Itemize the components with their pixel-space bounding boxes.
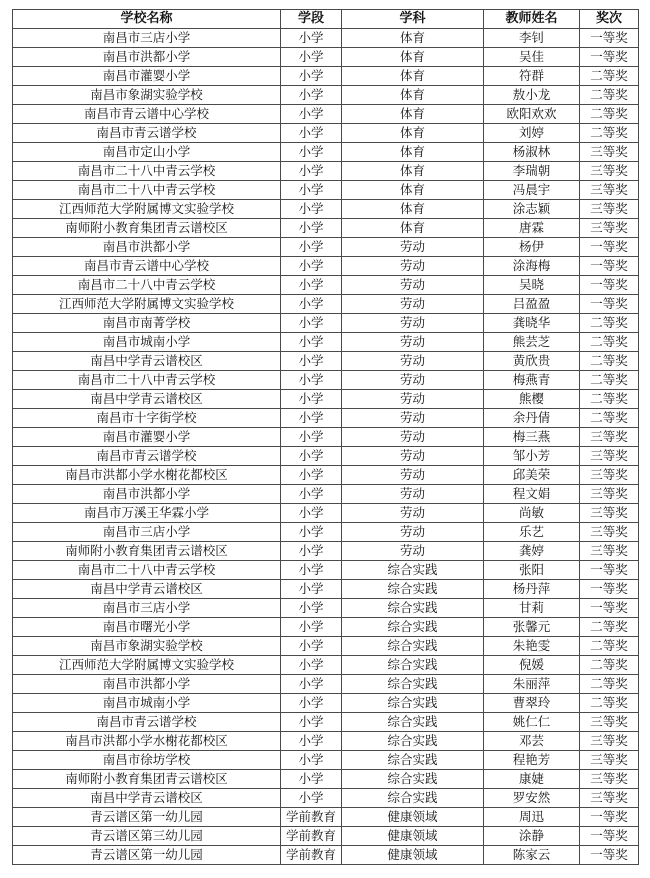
school-name-cell: 南昌市洪都小学水榭花都校区	[13, 732, 281, 751]
teacher-name-cell: 李钊	[484, 29, 580, 48]
teacher-name-cell: 冯晨宇	[484, 181, 580, 200]
school-level-cell: 小学	[281, 314, 342, 333]
subject-cell: 劳动	[342, 485, 484, 504]
award-level-cell: 三等奖	[580, 713, 639, 732]
school-level-cell: 小学	[281, 770, 342, 789]
school-name-cell: 南昌市十字街学校	[13, 409, 281, 428]
subject-cell: 综合实践	[342, 789, 484, 808]
school-name-cell: 南昌中学青云谱校区	[13, 352, 281, 371]
award-level-cell: 二等奖	[580, 618, 639, 637]
subject-cell: 劳动	[342, 409, 484, 428]
subject-cell: 综合实践	[342, 561, 484, 580]
award-level-cell: 一等奖	[580, 808, 639, 827]
subject-cell: 体育	[342, 162, 484, 181]
school-name-cell: 南昌市洪都小学	[13, 48, 281, 67]
subject-cell: 健康领域	[342, 846, 484, 865]
subject-cell: 综合实践	[342, 637, 484, 656]
subject-cell: 综合实践	[342, 599, 484, 618]
table-row	[13, 599, 639, 618]
teacher-name-cell: 邱美荣	[484, 466, 580, 485]
award-level-cell: 二等奖	[580, 333, 639, 352]
teacher-name-cell: 杨淑林	[484, 143, 580, 162]
subject-cell: 综合实践	[342, 618, 484, 637]
school-level-cell: 小学	[281, 105, 342, 124]
teacher-name-cell: 康婕	[484, 770, 580, 789]
school-level-cell: 小学	[281, 751, 342, 770]
table-row	[13, 561, 639, 580]
teacher-name-cell: 龚晓华	[484, 314, 580, 333]
school-name-cell: 南师附小教育集团青云谱校区	[13, 770, 281, 789]
table-row	[13, 105, 639, 124]
award-level-cell: 三等奖	[580, 219, 639, 238]
school-name-cell: 南昌市洪都小学	[13, 238, 281, 257]
teacher-name-cell: 涂静	[484, 827, 580, 846]
teacher-name-cell: 涂志颖	[484, 200, 580, 219]
school-name-cell: 青云谱区第一幼儿园	[13, 846, 281, 865]
subject-cell: 体育	[342, 181, 484, 200]
school-level-cell: 小学	[281, 409, 342, 428]
subject-cell: 体育	[342, 29, 484, 48]
school-name-cell: 南昌市象湖实验学校	[13, 637, 281, 656]
table-row	[13, 694, 639, 713]
subject-cell: 综合实践	[342, 656, 484, 675]
table-row	[13, 181, 639, 200]
subject-cell: 劳动	[342, 276, 484, 295]
school-name-cell: 南昌市二十八中青云学校	[13, 162, 281, 181]
school-level-cell: 小学	[281, 580, 342, 599]
table-row	[13, 219, 639, 238]
teacher-name-cell: 梅三燕	[484, 428, 580, 447]
teacher-name-cell: 周迅	[484, 808, 580, 827]
table-row	[13, 542, 639, 561]
header-award-level: 奖次	[580, 10, 639, 29]
table-row	[13, 656, 639, 675]
subject-cell: 劳动	[342, 390, 484, 409]
table-row	[13, 618, 639, 637]
table-row	[13, 808, 639, 827]
table-row	[13, 29, 639, 48]
subject-cell: 体育	[342, 200, 484, 219]
table-row	[13, 371, 639, 390]
teacher-name-cell: 龚婷	[484, 542, 580, 561]
school-name-cell: 南昌市青云谱学校	[13, 447, 281, 466]
subject-cell: 综合实践	[342, 770, 484, 789]
table-row	[13, 580, 639, 599]
teacher-name-cell: 梅燕青	[484, 371, 580, 390]
table-row	[13, 276, 639, 295]
subject-cell: 劳动	[342, 295, 484, 314]
school-level-cell: 小学	[281, 181, 342, 200]
table-row	[13, 827, 639, 846]
table-row	[13, 637, 639, 656]
award-level-cell: 三等奖	[580, 428, 639, 447]
award-level-cell: 三等奖	[580, 751, 639, 770]
subject-cell: 体育	[342, 124, 484, 143]
school-name-cell: 南昌市三店小学	[13, 599, 281, 618]
subject-cell: 综合实践	[342, 675, 484, 694]
subject-cell: 体育	[342, 67, 484, 86]
teacher-name-cell: 邹小芳	[484, 447, 580, 466]
header-school-name: 学校名称	[13, 10, 281, 29]
table-row	[13, 466, 639, 485]
school-level-cell: 小学	[281, 618, 342, 637]
award-level-cell: 三等奖	[580, 523, 639, 542]
subject-cell: 劳动	[342, 333, 484, 352]
school-level-cell: 小学	[281, 162, 342, 181]
school-name-cell: 南昌市城南小学	[13, 694, 281, 713]
school-name-cell: 南昌市灌婴小学	[13, 67, 281, 86]
school-name-cell: 南昌市洪都小学	[13, 485, 281, 504]
award-level-cell: 一等奖	[580, 561, 639, 580]
award-level-cell: 二等奖	[580, 409, 639, 428]
award-level-cell: 一等奖	[580, 295, 639, 314]
teacher-name-cell: 吴晓	[484, 276, 580, 295]
subject-cell: 劳动	[342, 352, 484, 371]
award-level-cell: 二等奖	[580, 105, 639, 124]
school-name-cell: 南师附小教育集团青云谱校区	[13, 219, 281, 238]
award-level-cell: 三等奖	[580, 447, 639, 466]
subject-cell: 劳动	[342, 314, 484, 333]
school-level-cell: 小学	[281, 789, 342, 808]
award-level-cell: 二等奖	[580, 124, 639, 143]
school-name-cell: 青云谱区第三幼儿园	[13, 827, 281, 846]
teacher-name-cell: 欧阳欢欢	[484, 105, 580, 124]
teacher-name-cell: 倪媛	[484, 656, 580, 675]
subject-cell: 健康领域	[342, 808, 484, 827]
award-level-cell: 二等奖	[580, 390, 639, 409]
award-level-cell: 三等奖	[580, 732, 639, 751]
school-name-cell: 南昌市二十八中青云学校	[13, 181, 281, 200]
school-name-cell: 南昌市二十八中青云学校	[13, 561, 281, 580]
table-row	[13, 333, 639, 352]
school-name-cell: 南昌市象湖实验学校	[13, 86, 281, 105]
award-level-cell: 三等奖	[580, 542, 639, 561]
school-level-cell: 小学	[281, 124, 342, 143]
table-header-row	[13, 10, 639, 29]
school-name-cell: 南昌市灌婴小学	[13, 428, 281, 447]
teacher-name-cell: 张阳	[484, 561, 580, 580]
award-level-cell: 二等奖	[580, 314, 639, 333]
subject-cell: 劳动	[342, 447, 484, 466]
award-level-cell: 二等奖	[580, 67, 639, 86]
teacher-name-cell: 张馨元	[484, 618, 580, 637]
school-level-cell: 小学	[281, 675, 342, 694]
school-level-cell: 小学	[281, 523, 342, 542]
subject-cell: 综合实践	[342, 713, 484, 732]
subject-cell: 体育	[342, 143, 484, 162]
school-level-cell: 小学	[281, 48, 342, 67]
teacher-name-cell: 程艳芳	[484, 751, 580, 770]
subject-cell: 体育	[342, 219, 484, 238]
subject-cell: 劳动	[342, 523, 484, 542]
table-row	[13, 86, 639, 105]
subject-cell: 综合实践	[342, 580, 484, 599]
subject-cell: 劳动	[342, 238, 484, 257]
school-level-cell: 小学	[281, 561, 342, 580]
school-name-cell: 南昌市二十八中青云学校	[13, 371, 281, 390]
table-row	[13, 48, 639, 67]
award-level-cell: 三等奖	[580, 466, 639, 485]
table-row	[13, 675, 639, 694]
teacher-name-cell: 程文娟	[484, 485, 580, 504]
school-name-cell: 南昌市洪都小学	[13, 675, 281, 694]
school-level-cell: 学前教育	[281, 846, 342, 865]
school-level-cell: 小学	[281, 599, 342, 618]
school-level-cell: 小学	[281, 238, 342, 257]
table-row	[13, 67, 639, 86]
award-level-cell: 二等奖	[580, 675, 639, 694]
award-level-cell: 一等奖	[580, 257, 639, 276]
table-row	[13, 295, 639, 314]
table-row	[13, 143, 639, 162]
award-level-cell: 三等奖	[580, 181, 639, 200]
teacher-name-cell: 吴佳	[484, 48, 580, 67]
table-row	[13, 751, 639, 770]
school-name-cell: 青云谱区第一幼儿园	[13, 808, 281, 827]
header-teacher-name: 教师姓名	[484, 10, 580, 29]
teacher-name-cell: 敖小龙	[484, 86, 580, 105]
school-level-cell: 小学	[281, 656, 342, 675]
award-level-cell: 二等奖	[580, 694, 639, 713]
award-level-cell: 三等奖	[580, 789, 639, 808]
teacher-name-cell: 熊芸芝	[484, 333, 580, 352]
table-row	[13, 485, 639, 504]
teacher-name-cell: 熊樱	[484, 390, 580, 409]
award-level-cell: 二等奖	[580, 656, 639, 675]
school-level-cell: 小学	[281, 694, 342, 713]
school-name-cell: 南昌市青云谱中心学校	[13, 257, 281, 276]
teacher-name-cell: 符群	[484, 67, 580, 86]
school-level-cell: 小学	[281, 67, 342, 86]
school-name-cell: 南昌市三店小学	[13, 523, 281, 542]
teacher-name-cell: 刘婷	[484, 124, 580, 143]
table-body	[13, 29, 639, 865]
award-level-cell: 三等奖	[580, 200, 639, 219]
school-name-cell: 南昌市青云谱中心学校	[13, 105, 281, 124]
award-level-cell: 三等奖	[580, 504, 639, 523]
teacher-name-cell: 尚敏	[484, 504, 580, 523]
award-level-cell: 一等奖	[580, 846, 639, 865]
school-level-cell: 小学	[281, 371, 342, 390]
header-school-level: 学段	[281, 10, 342, 29]
subject-cell: 综合实践	[342, 751, 484, 770]
school-level-cell: 小学	[281, 390, 342, 409]
award-level-cell: 一等奖	[580, 276, 639, 295]
school-name-cell: 江西师范大学附属博文实验学校	[13, 656, 281, 675]
table-row	[13, 846, 639, 865]
subject-cell: 体育	[342, 105, 484, 124]
school-level-cell: 小学	[281, 143, 342, 162]
teacher-name-cell: 杨丹萍	[484, 580, 580, 599]
school-level-cell: 小学	[281, 352, 342, 371]
school-name-cell: 南昌市青云谱学校	[13, 124, 281, 143]
school-name-cell: 南昌中学青云谱校区	[13, 580, 281, 599]
table-row	[13, 124, 639, 143]
award-level-cell: 三等奖	[580, 485, 639, 504]
subject-cell: 综合实践	[342, 694, 484, 713]
school-name-cell: 南师附小教育集团青云谱校区	[13, 542, 281, 561]
school-name-cell: 南昌市徐坊学校	[13, 751, 281, 770]
table-row	[13, 504, 639, 523]
school-name-cell: 南昌市南菁学校	[13, 314, 281, 333]
school-name-cell: 南昌中学青云谱校区	[13, 390, 281, 409]
subject-cell: 综合实践	[342, 732, 484, 751]
school-name-cell: 南昌中学青云谱校区	[13, 789, 281, 808]
school-level-cell: 小学	[281, 295, 342, 314]
award-level-cell: 一等奖	[580, 29, 639, 48]
school-level-cell: 小学	[281, 29, 342, 48]
school-name-cell: 南昌市定山小学	[13, 143, 281, 162]
award-level-cell: 二等奖	[580, 86, 639, 105]
school-level-cell: 小学	[281, 637, 342, 656]
school-level-cell: 小学	[281, 86, 342, 105]
school-level-cell: 小学	[281, 466, 342, 485]
school-level-cell: 小学	[281, 447, 342, 466]
table-row	[13, 162, 639, 181]
award-table	[12, 9, 639, 865]
table-row	[13, 200, 639, 219]
school-level-cell: 小学	[281, 485, 342, 504]
award-level-cell: 一等奖	[580, 827, 639, 846]
school-level-cell: 小学	[281, 200, 342, 219]
teacher-name-cell: 唐霖	[484, 219, 580, 238]
school-level-cell: 小学	[281, 257, 342, 276]
school-level-cell: 小学	[281, 276, 342, 295]
school-level-cell: 小学	[281, 713, 342, 732]
award-level-cell: 一等奖	[580, 48, 639, 67]
teacher-name-cell: 黄欣贵	[484, 352, 580, 371]
award-level-cell: 三等奖	[580, 143, 639, 162]
school-level-cell: 小学	[281, 732, 342, 751]
subject-cell: 体育	[342, 48, 484, 67]
award-table-container	[12, 9, 638, 865]
teacher-name-cell: 陈家云	[484, 846, 580, 865]
school-name-cell: 江西师范大学附属博文实验学校	[13, 295, 281, 314]
school-name-cell: 南昌市曙光小学	[13, 618, 281, 637]
school-level-cell: 小学	[281, 504, 342, 523]
school-name-cell: 南昌市青云谱学校	[13, 713, 281, 732]
school-name-cell: 江西师范大学附属博文实验学校	[13, 200, 281, 219]
award-level-cell: 一等奖	[580, 599, 639, 618]
school-level-cell: 小学	[281, 333, 342, 352]
teacher-name-cell: 涂海梅	[484, 257, 580, 276]
table-row	[13, 713, 639, 732]
subject-cell: 体育	[342, 86, 484, 105]
school-name-cell: 南昌市二十八中青云学校	[13, 276, 281, 295]
teacher-name-cell: 甘莉	[484, 599, 580, 618]
table-row	[13, 257, 639, 276]
award-level-cell: 二等奖	[580, 352, 639, 371]
award-level-cell: 二等奖	[580, 371, 639, 390]
subject-cell: 劳动	[342, 504, 484, 523]
school-name-cell: 南昌市洪都小学水榭花都校区	[13, 466, 281, 485]
subject-cell: 劳动	[342, 542, 484, 561]
school-name-cell: 南昌市万溪王华霖小学	[13, 504, 281, 523]
subject-cell: 健康领域	[342, 827, 484, 846]
table-row	[13, 409, 639, 428]
award-level-cell: 一等奖	[580, 580, 639, 599]
award-level-cell: 三等奖	[580, 162, 639, 181]
school-name-cell: 南昌市城南小学	[13, 333, 281, 352]
teacher-name-cell: 杨伊	[484, 238, 580, 257]
school-name-cell: 南昌市三店小学	[13, 29, 281, 48]
table-row	[13, 523, 639, 542]
table-row	[13, 789, 639, 808]
school-level-cell: 学前教育	[281, 827, 342, 846]
subject-cell: 劳动	[342, 428, 484, 447]
table-row	[13, 428, 639, 447]
school-level-cell: 学前教育	[281, 808, 342, 827]
subject-cell: 劳动	[342, 257, 484, 276]
teacher-name-cell: 罗安然	[484, 789, 580, 808]
table-row	[13, 390, 639, 409]
award-level-cell: 二等奖	[580, 637, 639, 656]
teacher-name-cell: 曹翠玲	[484, 694, 580, 713]
teacher-name-cell: 朱丽萍	[484, 675, 580, 694]
table-row	[13, 732, 639, 751]
school-level-cell: 小学	[281, 428, 342, 447]
teacher-name-cell: 李瑞朝	[484, 162, 580, 181]
school-level-cell: 小学	[281, 542, 342, 561]
subject-cell: 劳动	[342, 466, 484, 485]
award-level-cell: 一等奖	[580, 238, 639, 257]
table-row	[13, 314, 639, 333]
table-row	[13, 447, 639, 466]
teacher-name-cell: 邓芸	[484, 732, 580, 751]
teacher-name-cell: 余丹倩	[484, 409, 580, 428]
school-level-cell: 小学	[281, 219, 342, 238]
teacher-name-cell: 朱艳雯	[484, 637, 580, 656]
table-row	[13, 352, 639, 371]
teacher-name-cell: 姚仁仁	[484, 713, 580, 732]
header-subject: 学科	[342, 10, 484, 29]
table-row	[13, 238, 639, 257]
award-level-cell: 三等奖	[580, 770, 639, 789]
teacher-name-cell: 乐艺	[484, 523, 580, 542]
subject-cell: 劳动	[342, 371, 484, 390]
table-row	[13, 770, 639, 789]
teacher-name-cell: 吕盈盈	[484, 295, 580, 314]
